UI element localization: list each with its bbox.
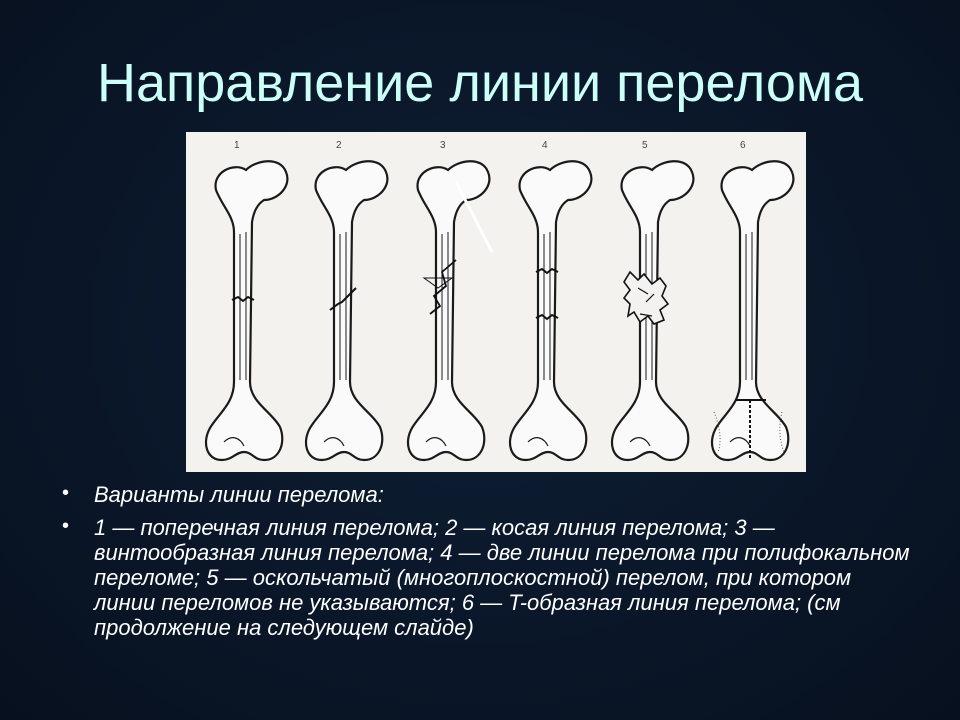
bone-5: [612, 140, 693, 460]
bone-1: [206, 140, 287, 460]
bullet-item: [62, 515, 912, 640]
bullet-marker: •: [62, 515, 70, 537]
femur-fracture-types-illustration: [186, 132, 806, 472]
fracture-illustration: [186, 132, 806, 472]
bone-number-2: 2: [336, 140, 342, 151]
bullet-item: [62, 482, 912, 507]
bone-number-3: 3: [440, 140, 446, 151]
bullet-text: 1 — поперечная линия перелома; 2 — косая линия перелома; 3 — винтообразная линия перелома; 4 — две линии перелома при полифокальном переломе; 5 — оскольчатый (многоплоскостной) перелом, при котором линии переломов не указываются; 6 — T-образная линия перелома; (см продолжение на следующем слайде): [94, 515, 910, 640]
bone-6: [712, 140, 793, 460]
bone-number-5: 5: [642, 140, 648, 151]
bullet-marker: •: [62, 482, 70, 504]
bone-number-6: 6: [740, 140, 746, 151]
bone-3: [408, 140, 492, 460]
bullet-text: Варианты линии перелома:: [94, 482, 384, 507]
slide-title: Направление линии перелома: [96, 53, 864, 113]
bone-4: [510, 140, 591, 460]
bone-number-4: 4: [542, 140, 548, 151]
bone-2: [306, 140, 387, 460]
bone-number-1: 1: [234, 140, 240, 151]
bullet-list: [62, 482, 912, 648]
